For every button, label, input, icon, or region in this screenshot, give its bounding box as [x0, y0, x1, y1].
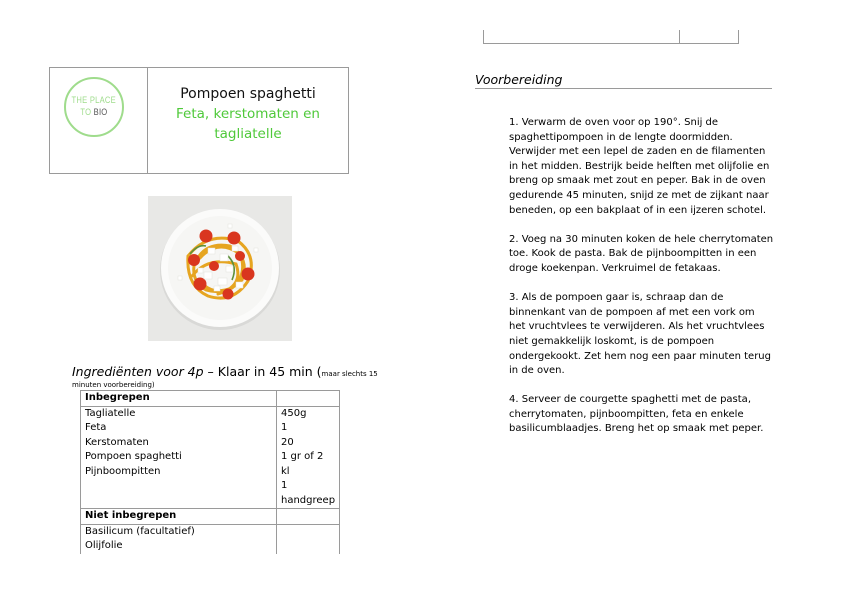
included-header-row: [81, 391, 340, 407]
ingredient-name: Kerstomaten: [85, 436, 149, 448]
ingredient-name: Olijfolie: [85, 540, 123, 551]
header-qty-cell: [277, 509, 340, 525]
step: 2. Voeg na 30 minuten koken de hele cherrytomaten toe. Kook de pasta. Bak de pijnboompitten in een droge koekenpan. Verkruimel de fetakaas.: [509, 233, 774, 274]
logo: [64, 77, 124, 137]
header-qty-cell: [277, 391, 340, 407]
logo-text-bio: BIO: [93, 107, 108, 118]
ingredient-qty-cell: [277, 406, 340, 509]
included-label: Inbegrepen: [81, 391, 277, 407]
ingredient-qty: handgreep: [281, 494, 336, 506]
ingredients-heading-time: – Klaar in 45 min (: [203, 364, 322, 379]
ingredient-name: Pijnboompitten: [85, 465, 161, 477]
ingredients-table: [80, 390, 340, 554]
step: 1. Verwarm de oven voor op 190°. Snij de spaghettipompoen in de lengte doormidden. Verwijder met een lepel de zaden en de filamenten in het midden. Bestrijk beide helften met olijfolie en breng op smaak met zout en peper. Bak in de oven gedurende 45 minuten, snijd ze met de zijkant naar beneden, op een bakplaat of in een ijzeren schotel.: [509, 117, 770, 216]
table-row: [81, 524, 340, 554]
step: 3. Als de pompoen gaar is, schraap dan de binnenkant van de pompoen af met een vork om het vruchtvlees te verwijderen. Als het vruchtvlees niet gemakkelijk loskomt, is de pompoen ondergekookt. Zet hem nog een paar minuten terug in de oven.: [509, 292, 771, 377]
step: 4. Serveer de courgette spaghetti met de pasta, cherrytomaten, pijnboompitten, feta en enkele basilicumblaadjes. Breng het op smaak met peper.: [509, 394, 764, 435]
logo-text-line2: [80, 107, 107, 119]
logo-text-line1: THE PLACE: [71, 95, 117, 106]
excluded-qty-cell: [277, 524, 340, 554]
ingredients-heading: [72, 364, 378, 379]
spacer: [85, 494, 272, 509]
excluded-header-row: [81, 509, 340, 525]
ingredient-qty: 450g: [281, 407, 307, 419]
ingredient-name: Feta: [85, 422, 107, 433]
excluded-names-cell: [81, 524, 277, 554]
recipe-photo: [148, 196, 292, 341]
logo-cell: [50, 68, 148, 173]
preparation-steps: [509, 116, 774, 452]
table-remnant: [483, 30, 739, 44]
ingredients-heading-title: Ingrediënten voor 4p: [72, 364, 204, 379]
logo-text-to: TO: [80, 107, 92, 118]
table-divider: [679, 30, 680, 43]
table-row: [81, 406, 340, 509]
recipe-subtitle: Feta, kerstomaten en tagliatelle: [176, 106, 320, 142]
recipe-title: Pompoen spaghetti: [180, 86, 316, 102]
ingredients-heading-note: maar slechts 15: [321, 370, 378, 378]
title-cell: [148, 68, 348, 173]
recipe-header: [49, 67, 349, 174]
ingredient-qty: 1 gr of 2 kl: [281, 451, 324, 477]
preparation-title: Voorbereiding: [475, 72, 772, 89]
excluded-label: Niet inbegrepen: [81, 509, 277, 525]
ingredient-names-cell: [81, 406, 277, 509]
ingredient-name: Basilicum (facultatief): [85, 525, 195, 537]
ingredient-name: Pompoen spaghetti: [85, 451, 182, 462]
ingredient-name: Tagliatelle: [85, 407, 136, 419]
ingredients-heading-note-2: minuten voorbereiding): [72, 381, 155, 389]
plate-illustration: [148, 196, 292, 341]
ingredient-name: [85, 479, 272, 494]
ingredient-qty: 1: [281, 422, 288, 433]
ingredient-qty: 20: [281, 436, 294, 448]
ingredient-qty: 1: [281, 480, 288, 491]
